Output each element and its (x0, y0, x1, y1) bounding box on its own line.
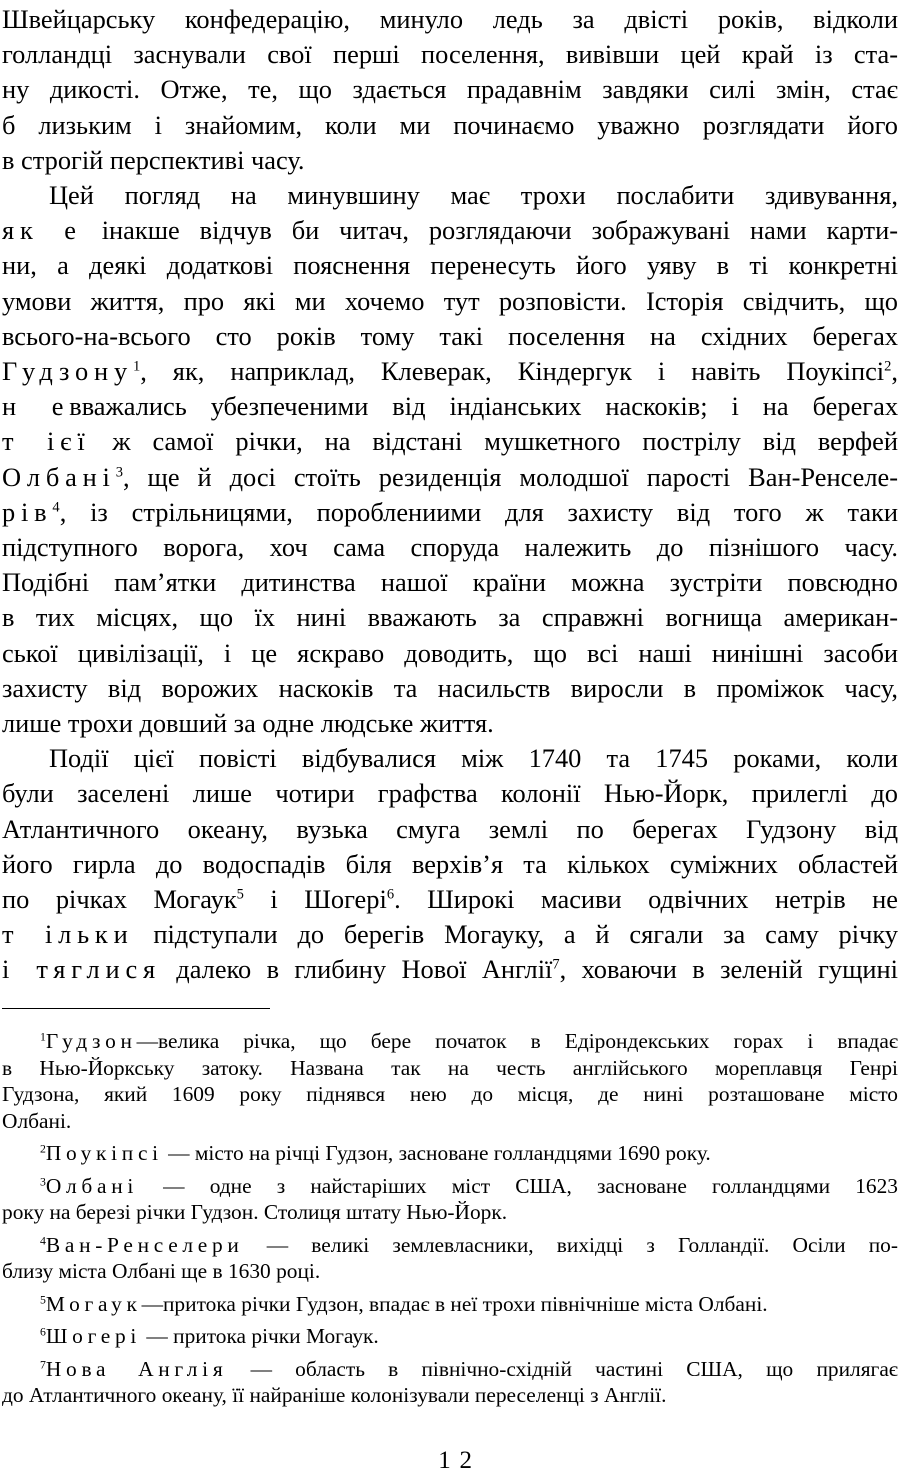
footnote-line: Олбані. (2, 1108, 72, 1133)
text-line: в тих місцях, що їх нині вважають за справжні вогнища американ- (2, 602, 898, 633)
text-line: голландці заснували свої перші поселення, вивівши цей край із ста- (2, 39, 898, 70)
footnote-ref: 1 (132, 358, 141, 375)
text-line: т ієї ж самої річки, на відстані мушкетного пострілу від верфей (2, 426, 898, 457)
footnote-number: 5 (40, 1292, 46, 1306)
text-line: рів$^4$, із стрільницями, пороблениими для захисту від того ж таки (2, 496, 898, 527)
text-line: всього-на-всього сто років тому такі поселення на східних берегах (2, 320, 898, 351)
text-line: в строгій перспективі часу. (2, 144, 305, 175)
text-line: були заселені лише чотири графства колонії Нью-Йорк, прилеглі до (2, 778, 898, 809)
footnote-term: Могаук (45, 1291, 142, 1316)
main-text (2, 2, 898, 988)
text-line: Події цієї повісті відбувалися між 1740 та 1745 роками, коли (49, 743, 898, 774)
text-line: як е інакше відчув би читач, розглядаючи зображувані нами карти- (2, 215, 898, 246)
text-line: б лизьким і знайомим, коли ми починаємо уважно розглядати його (2, 109, 898, 140)
text-line: ну дикості. Отже, те, що здається прадавнім завдяки силі змін, стає (2, 74, 898, 105)
page-number: 12 (438, 1447, 481, 1474)
text-line: і тяглися далеко в глибину Нової Англії$^7$, ховаючи в зеленій гущині (2, 954, 899, 985)
footnote-line: близу міста Олбані ще в 1630 році. (2, 1259, 321, 1283)
text-line: т ільки підступали до берегів Могауку, а й сягали за саму річку (2, 919, 898, 950)
footnote: $^6$Шогері — притока річки Могаук. (40, 1324, 379, 1348)
footnote-ref: 4 (52, 499, 60, 516)
footnote: $^2$Поукіпсі — місто на річці Гудзон, засноване голландцями 1690 року. (40, 1141, 711, 1165)
footnote: $^7$Нова Англія — область в північно-східній частині США, що прилягає до Атлантичного океану, її найраніше колонізували переселенці з Англії. (2, 1356, 898, 1407)
footnote-ref: 3 (115, 464, 123, 481)
text-line: Олбані$^3$, ще й досі стоїть резиденція молодшої парості Ван-Ренселе- (2, 461, 898, 492)
text-line: лише трохи довший за одне людське життя. (2, 708, 494, 739)
footnote-line: року на березі річки Гудзон. Столиця штату Нью-Йорк. (2, 1200, 508, 1224)
text-line: Швейцарську конфедерацію, минуло ледь за двісті років, відколи (2, 4, 898, 34)
footnote-term: Шогері (45, 1324, 142, 1348)
footnote: $^1$Гудзон—велика річка, що бере початок в Едірондекських горах і впадає в Нью-Йоркську затоку. Названа так на честь англійського мореплавця Генрі Гудзона, який 1609 року піднявся нею до місця, де нині розташоване місто Олбані. (2, 1029, 898, 1133)
footnote-ref: 2 (884, 358, 892, 375)
footnote-divider (2, 1008, 270, 1009)
footnote-term: Олбані (45, 1173, 139, 1198)
footnote-ref: 7 (552, 957, 560, 974)
footnote: $^3$Олбані — одне з найстаріших міст США, засноване голландцями 1623 року на березі річки Гудзон. Столиця штату Нью-Йорк. (2, 1173, 898, 1224)
text-line: захисту від ворожих наскоків та насильств виросли в проміжок часу, (2, 672, 898, 703)
text-line: його гирла до водоспадів біля верхів’я та кількох суміжних областей (2, 848, 898, 879)
footnote: $^4$Ван-Ренселери — великі землевласники, вихідці з Голландії. Осіли по- близу міста Олбані ще в 1630 році. (2, 1232, 898, 1283)
footnote-number: 1 (40, 1030, 46, 1044)
text-line: Атлантичного океану, вузька смуга землі по берегах Гудзону від (2, 813, 898, 844)
text-line: Гудзону$^1$, як, наприклад, Клеверак, Кіндергук і навіть Поукіпсі$^2$, (2, 356, 898, 387)
footnote-line: Гудзона, який 1609 року піднявся нею до місця, де нині розташоване місто (2, 1082, 898, 1106)
footnote-term: Гудзон (45, 1029, 137, 1053)
footnote-number: 3 (40, 1174, 46, 1188)
footnote: $^5$Могаук—притока річки Гудзон, впадає в неї трохи північніше міста Олбані. (40, 1291, 768, 1316)
footnote-term: Поукіпсі (45, 1141, 163, 1165)
text-line: ської цивілізації, і це яскраво доводить, що всі наші нинішні засоби (2, 637, 898, 668)
footnote-line: до Атлантичного океану, її найраніше колонізували переселенці з Англії. (2, 1383, 667, 1407)
footnotes (2, 1028, 898, 1415)
text-line: підступного ворога, хоч сама споруда належить до пізнішого часу. (2, 532, 898, 563)
text-line: Подібні пам’ятки дитинства нашої країни можна зустріти повсюдно (2, 567, 898, 598)
text-line: умови життя, про які ми хочемо тут розповісти. Історія свідчить, що (2, 285, 898, 316)
text-line: ни, а деякі додаткові пояснення перенесуть його уяву в ті конкретні (2, 250, 898, 281)
footnote-number: 7 (40, 1357, 46, 1371)
text-line: н евважались убезпеченими від індіанських наскоків; і на берегах (2, 391, 899, 422)
footnote-ref: 6 (386, 886, 395, 903)
text-line: Цей погляд на минувшину має трохи послабити здивування, (49, 180, 898, 211)
footnote-ref: 5 (236, 886, 244, 903)
text-line: по річках Могаук$^5$ і Шогері$^6$. Широкі масиви одвічних нетрів не (2, 884, 898, 915)
footnote-line: в Нью-Йоркську затоку. Названа так на честь англійського мореплавця Генрі (2, 1055, 898, 1080)
footnote-term: Ван-Ренселери (45, 1232, 244, 1257)
footnote-number: 4 (40, 1233, 46, 1247)
footnote-number: 6 (40, 1325, 46, 1339)
footnote-number: 2 (40, 1142, 46, 1156)
footnote-term: Нова Англія (45, 1356, 228, 1381)
